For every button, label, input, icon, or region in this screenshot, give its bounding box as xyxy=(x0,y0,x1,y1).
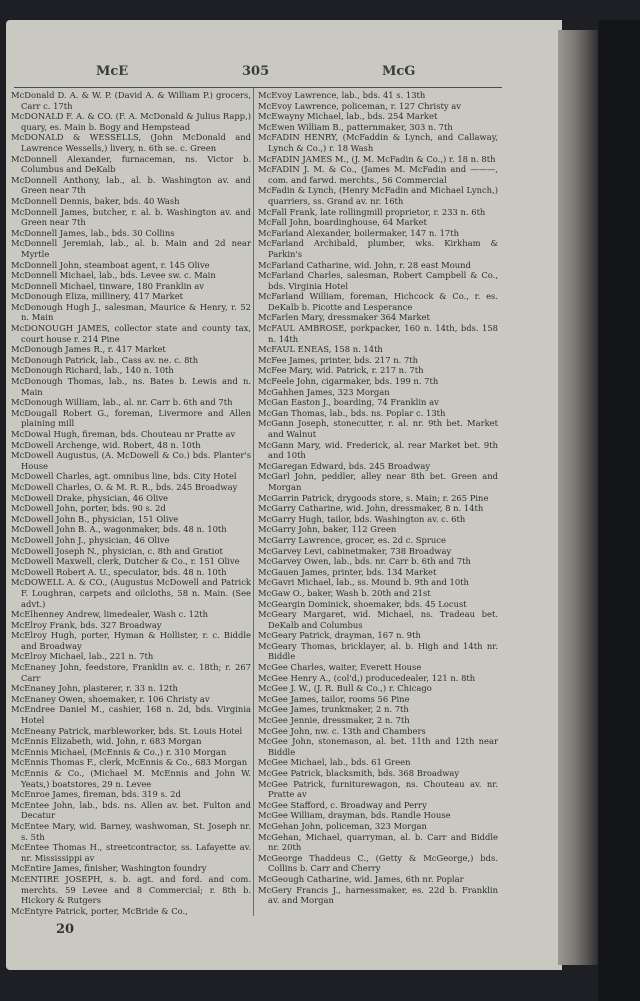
directory-entry: McGann Joseph, stonecutter, r. al. nr. 9th bet. Market and Walnut xyxy=(258,418,498,439)
directory-entry: McGeary Thomas, bricklayer, al. b. High and 14th nr. Biddle xyxy=(258,640,498,662)
directory-entry: McDonnell James, lab., bds. 30 Collins xyxy=(11,227,175,238)
directory-entry: McElroy Michael, lab., 221 n. 7th xyxy=(11,651,154,662)
directory-entry: McFADIN JAMES M., (J. M. McFadin & Co.,) r. 18 n. 8th xyxy=(258,153,496,164)
directory-entry: McEnnis & Co., (Michael M. McEnnis and John W. Yeats,) boatstores, 29 n. Levee xyxy=(11,768,251,789)
directory-entry: McGee John, nw. c. 13th and Chambers xyxy=(258,725,426,736)
directory-entry: McEnaney John, feedstore, Franklin av. c. 18th; r. 267 Carr xyxy=(11,662,251,683)
directory-entry: McGeorge Thaddeus C., (Getty & McGeorge,) bds. Collins b. Carr and Cherry xyxy=(258,852,498,874)
directory-entry: McDowell Drake, physician, 46 Olive xyxy=(11,492,169,503)
directory-entry: McDowal Hugh, fireman, bds. Chouteau nr Pratte av xyxy=(11,429,236,439)
directory-entry: McGee William, drayman, bds. Randle House xyxy=(258,810,451,821)
directory-entry: McFarland Alexander, boilermaker, 147 n. 17th xyxy=(258,227,459,238)
directory-entry: McGehan, Michael, quarryman, al. b. Carr and Biddle nr. 20th xyxy=(258,831,498,853)
directory-entry: McFall Frank, late rollingmill proprietor, r. 233 n. 6th xyxy=(258,206,486,217)
directory-entry: McGee Stafford, c. Broadway and Perry xyxy=(258,799,427,810)
directory-entry: McEnnis Michael, (McEnnis & Co.,) r. 310 Morgan xyxy=(11,746,227,757)
directory-entry: McGee J. W., (J. R. Bull & Co.,) r. Chicago xyxy=(258,683,432,694)
directory-entry: McGee Patrick, blacksmith, bds. 368 Broadway xyxy=(258,768,460,778)
directory-entry: McEwayny Michael, lab., bds. 254 Market xyxy=(258,111,438,122)
directory-entry: McFall John, boardinghouse, 64 Market xyxy=(258,217,427,228)
directory-entry: McDougall Robert G., foreman, Livermore and Allen plaining mill xyxy=(11,407,251,429)
directory-entry: McEnnis Thomas F., clerk, McEnnis & Co., 683 Morgan xyxy=(11,757,248,768)
directory-entry: McFarland Archibald, plumber, wks. Kirkham & Parkin's xyxy=(258,238,498,259)
book-page-edges xyxy=(558,30,598,965)
running-head-left: McE xyxy=(96,64,129,79)
directory-entry: McGavri Michael, lab., ss. Mound b. 9th and 10th xyxy=(258,577,469,588)
directory-entry: McDowell John J., physician, 46 Olive xyxy=(11,534,170,545)
directory-entry: McDonnell Michael, lab., bds. Levee sw. c. Main xyxy=(11,270,216,281)
directory-entry: McDonnell Jeremiah, lab., al. b. Main and 2d near Myrtle xyxy=(11,238,251,259)
directory-entry: McDonald D. A. & W. P. (David A. & William P.) grocers, Carr c. 17th xyxy=(11,90,251,111)
directory-entry: McFadin & Lynch, (Henry McFadin and Michael Lynch,) quarriers, ss. Grand av. nr. 16th xyxy=(258,185,498,206)
directory-entry: McDONALD & WESSELLS, (John McDonald and Lawrence Wessells,) livery, n. 6th se. c. Green xyxy=(11,132,251,153)
directory-entry: McDonnell Anthony, lab., al. b. Washington av. and Green near 7th xyxy=(11,174,251,196)
directory-entry: McGann Mary, wid. Frederick, al. rear Market bet. 9th and 10th xyxy=(258,439,498,461)
directory-entry: McGee James, trunkmaker, 2 n. 7th xyxy=(258,704,409,715)
directory-entry: McEnnis Elizabeth, wid. John, r. 683 Morgan xyxy=(11,736,202,747)
directory-entry: McEndree Daniel M., cashier, 168 n. 2d, bds. Virginia Hotel xyxy=(11,704,251,726)
directory-entry: McGarry Hugh, tailor, bds. Washington av. c. 6th xyxy=(258,513,466,524)
directory-entry: McGeough Catharine, wid. James, 6th nr. Poplar xyxy=(258,873,464,884)
directory-entry: McDowell John, porter, bds. 90 s. 2d xyxy=(11,503,166,514)
directory-entry: McGaregan Edward, bds. 245 Broadway xyxy=(258,460,431,471)
directory-entry: McDonough William, lab., al. nr. Carr b. 6th and 7th xyxy=(11,397,233,408)
directory-entry: McGarry John, baker, 112 Green xyxy=(258,524,397,535)
directory-entry: McDonough Hugh J., salesman, Maurice & Henry, r. 52 n. Main xyxy=(11,301,251,323)
directory-entry: McDONOUGH JAMES, collector state and county tax, court house r. 214 Pine xyxy=(11,323,251,344)
directory-entry: McGaw O., baker, Wash b. 20th and 21st xyxy=(258,587,431,598)
directory-entry: McFeele John, cigarmaker, bds. 199 n. 7th xyxy=(258,376,439,387)
directory-entry: McDowell Robert A. U., speculator, bds. 48 n. 10th xyxy=(11,566,227,577)
right-column xyxy=(258,90,498,906)
directory-entry: McGeary Margaret, wid. Michael, ns. Tradeau bet. DeKalb and Columbus xyxy=(258,609,498,630)
directory-entry: McEnaney John, plasterer, r. 33 n. 12th xyxy=(11,683,178,694)
directory-entry: McEvoy Lawrence, policeman, r. 127 Christy av xyxy=(258,100,461,111)
directory-entry: McGee Patrick, furniturewagon, ns. Chouteau av. nr. Pratte av xyxy=(258,778,498,800)
directory-entry: McENTIRE JOSEPH, s. b. agt. and ford. and com. merchts. 59 Levee and 8 Commercial; r. 8th b. Hickory & Rutgers xyxy=(11,873,251,906)
directory-entry: McDonough Patrick, lab., Cass av. ne. c. 8th xyxy=(11,354,199,365)
directory-entry: McGarrin Patrick, drygoods store, s. Main; r. 265 Pine xyxy=(258,492,489,503)
directory-entry: McGauen James, printer, bds. 134 Market xyxy=(258,566,437,577)
directory-entry: McDonnell Michael, tinware, 180 Franklin av xyxy=(11,280,205,291)
directory-entry: McGarl John, peddler, alley near 8th bet. Green and Morgan xyxy=(258,471,498,492)
directory-entry: McDowell Maxwell, clerk, Dutcher & Co., r. 151 Olive xyxy=(11,556,240,567)
directory-entry: McDonough Richard, lab., 140 n. 10th xyxy=(11,365,174,376)
running-head-right: McG xyxy=(382,64,416,79)
directory-entry: McDonough Thomas, lab., ns. Bates b. Lewis and n. Main xyxy=(11,376,251,397)
directory-entry: McDowell Augustus, (A. McDowell & Co.) bds. Planter's House xyxy=(11,450,251,471)
directory-entry: McFarland Charles, salesman, Robert Campbell & Co., bds. Virginia Hotel xyxy=(258,270,498,291)
directory-entry: McFarlen Mary, dressmaker 364 Market xyxy=(258,312,430,323)
directory-entry: McGarvey Levi, cabinetmaker, 738 Broadway xyxy=(258,545,452,556)
directory-entry: McElhenney Andrew, limedealer, Wash c. 12th xyxy=(11,609,209,620)
directory-entry: McGarry Catharine, wid. John, dressmaker, 8 n. 14th xyxy=(258,503,484,514)
directory-entry: McGeargin Dominick, shoemaker, bds. 45 Locust xyxy=(258,598,467,609)
directory-entry: McEnroe James, fireman, bds. 319 s. 2d xyxy=(11,789,181,800)
directory-entry: McDONALD F. A. & CO. (F. A. McDonald & Julius Rapp,) quary, es. Main b. Bogy and Hempstead xyxy=(11,111,251,132)
directory-entry: McGehan John, policeman, 323 Morgan xyxy=(258,820,427,831)
column-divider xyxy=(253,88,254,916)
directory-entry: McFee Mary, wid. Patrick, r. 217 n. 7th xyxy=(258,365,424,376)
directory-entry: McDowell Archenge, wid. Robert, 48 n. 10th xyxy=(11,439,201,450)
directory-entry: McDowell Joseph N., physician, c. 8th and Gratiot xyxy=(11,545,223,556)
directory-entry: McDowell Charles, O. & M. R. R., bds. 245 Broadway xyxy=(11,481,238,492)
directory-entry: McGee Jennie, dressmaker, 2 n. 7th xyxy=(258,715,410,726)
directory-entry: McDonnell John, steamboat agent, r. 145 Olive xyxy=(11,259,210,270)
directory-entry: McEntire James, finisher, Washington foundry xyxy=(11,863,207,874)
directory-entry: McGeary Patrick, drayman, 167 n. 9th xyxy=(258,630,421,641)
directory-entry: McFADIN HENRY, (McFaddin & Lynch, and Callaway, Lynch & Co.,) r. 18 Wash xyxy=(258,132,498,153)
directory-entry: McDowell John B., physician, 151 Olive xyxy=(11,513,179,524)
directory-entry: McFee James, printer, bds. 217 n. 7th xyxy=(258,354,419,365)
directory-entry: McFAUL AMBROSE, porkpacker, 160 n. 14th, bds. 158 n. 14th xyxy=(258,323,498,344)
directory-entry: McDowell John B. A., wagonmaker, bds. 48 n. 10th xyxy=(11,524,227,535)
directory-entry: McGan Thomas, lab., bds. ns. Poplar c. 13th xyxy=(258,407,446,418)
directory-entry: McGarvey Owen, lab., bds. nr. Carr b. 6th and 7th xyxy=(258,556,471,567)
directory-entry: McDonough Eliza, millinery, 417 Market xyxy=(11,291,184,302)
directory-entry: McEntee Thomas H., streetcontractor, ss. Lafayette av. nr. Mississippi av xyxy=(11,842,251,863)
book-cover xyxy=(598,20,640,1001)
directory-entry: McDonnell Dennis, baker, bds. 40 Wash xyxy=(11,195,180,206)
directory-entry: McElroy Hugh, porter, Hyman & Hollister, r. c. Biddle and Broadway xyxy=(11,630,251,651)
directory-entry: McDonough James R., r. 417 Market xyxy=(11,344,166,355)
directory-entry: McDonnell Alexander, furnaceman, ns. Victor b. Columbus and DeKalb xyxy=(11,153,251,175)
directory-entry: McEneany Patrick, marbleworker, bds. St. Louis Hotel xyxy=(11,725,243,736)
directory-entry: McGee Michael, lab., bds. 61 Green xyxy=(258,757,411,768)
left-column xyxy=(11,90,251,916)
directory-entry: McEntee Mary, wid. Barney, washwoman, St. Joseph nr. s. 5th xyxy=(11,820,251,842)
directory-entry: McFarland William, foreman, Hichcock & Co., r. es. DeKalb b. Picotte and Lesperance xyxy=(258,291,498,312)
directory-entry: McGahhen James, 323 Morgan xyxy=(258,386,390,397)
directory-entry: McGee Henry A., (col'd,) producedealer, 121 n. 8th xyxy=(258,672,476,683)
directory-entry: McGarry Lawrence, grocer, es. 2d c. Spruce xyxy=(258,534,446,545)
directory-entry: McEnaney Owen, shoemaker, r. 106 Christy av xyxy=(11,693,210,704)
directory-entry: McEvoy Lawrence, lab., bds. 41 s. 13th xyxy=(258,90,426,100)
directory-entry: McFADIN J. M. & Co., (James M. McFadin and ———, com. and farwd. merchts., 56 Commercial xyxy=(258,164,498,185)
directory-entry: McGee John, stonemason, al. bet. 11th and 12th near Biddle xyxy=(258,736,498,757)
signature-mark: 20 xyxy=(56,922,75,937)
directory-entry: McDOWELL A. & CO., (Augustus McDowell and Patrick F. Loughran, carpets and oilcloths, 58 n. Main. (See advt.) xyxy=(11,577,251,609)
header-rule xyxy=(14,87,502,88)
directory-entry: McDowell Charles, agt. omnibus line, bds. City Hotel xyxy=(11,471,237,482)
directory-entry: McEntyre Patrick, porter, McBride & Co., xyxy=(11,905,188,916)
directory-entry: McDonnell James, butcher, r. al. b. Washington av. and Green near 7th xyxy=(11,206,251,228)
directory-entry: McEwen William B., patternmaker, 303 n. 7th xyxy=(258,121,453,132)
directory-entry: McGan Easton J., boarding, 74 Franklin av xyxy=(258,397,439,408)
directory-entry: McFAUL ENEAS, 158 n. 14th xyxy=(258,344,383,355)
directory-entry: McGee James, tailor, rooms 56 Pine xyxy=(258,693,410,704)
page-number: 305 xyxy=(242,64,270,79)
directory-entry: McGery Francis J., harnessmaker, es. 22d b. Franklin av. and Morgan xyxy=(258,884,498,906)
directory-entry: McFarland Catharine, wid. John, r. 28 east Mound xyxy=(258,259,471,270)
directory-entry: McElroy Frank, bds. 327 Broadway xyxy=(11,619,162,630)
directory-entry: McGee Charles, waiter, Everett House xyxy=(258,662,422,673)
directory-entry: McEntee John, lab., bds. ns. Allen av. bet. Fulton and Decatur xyxy=(11,799,251,821)
